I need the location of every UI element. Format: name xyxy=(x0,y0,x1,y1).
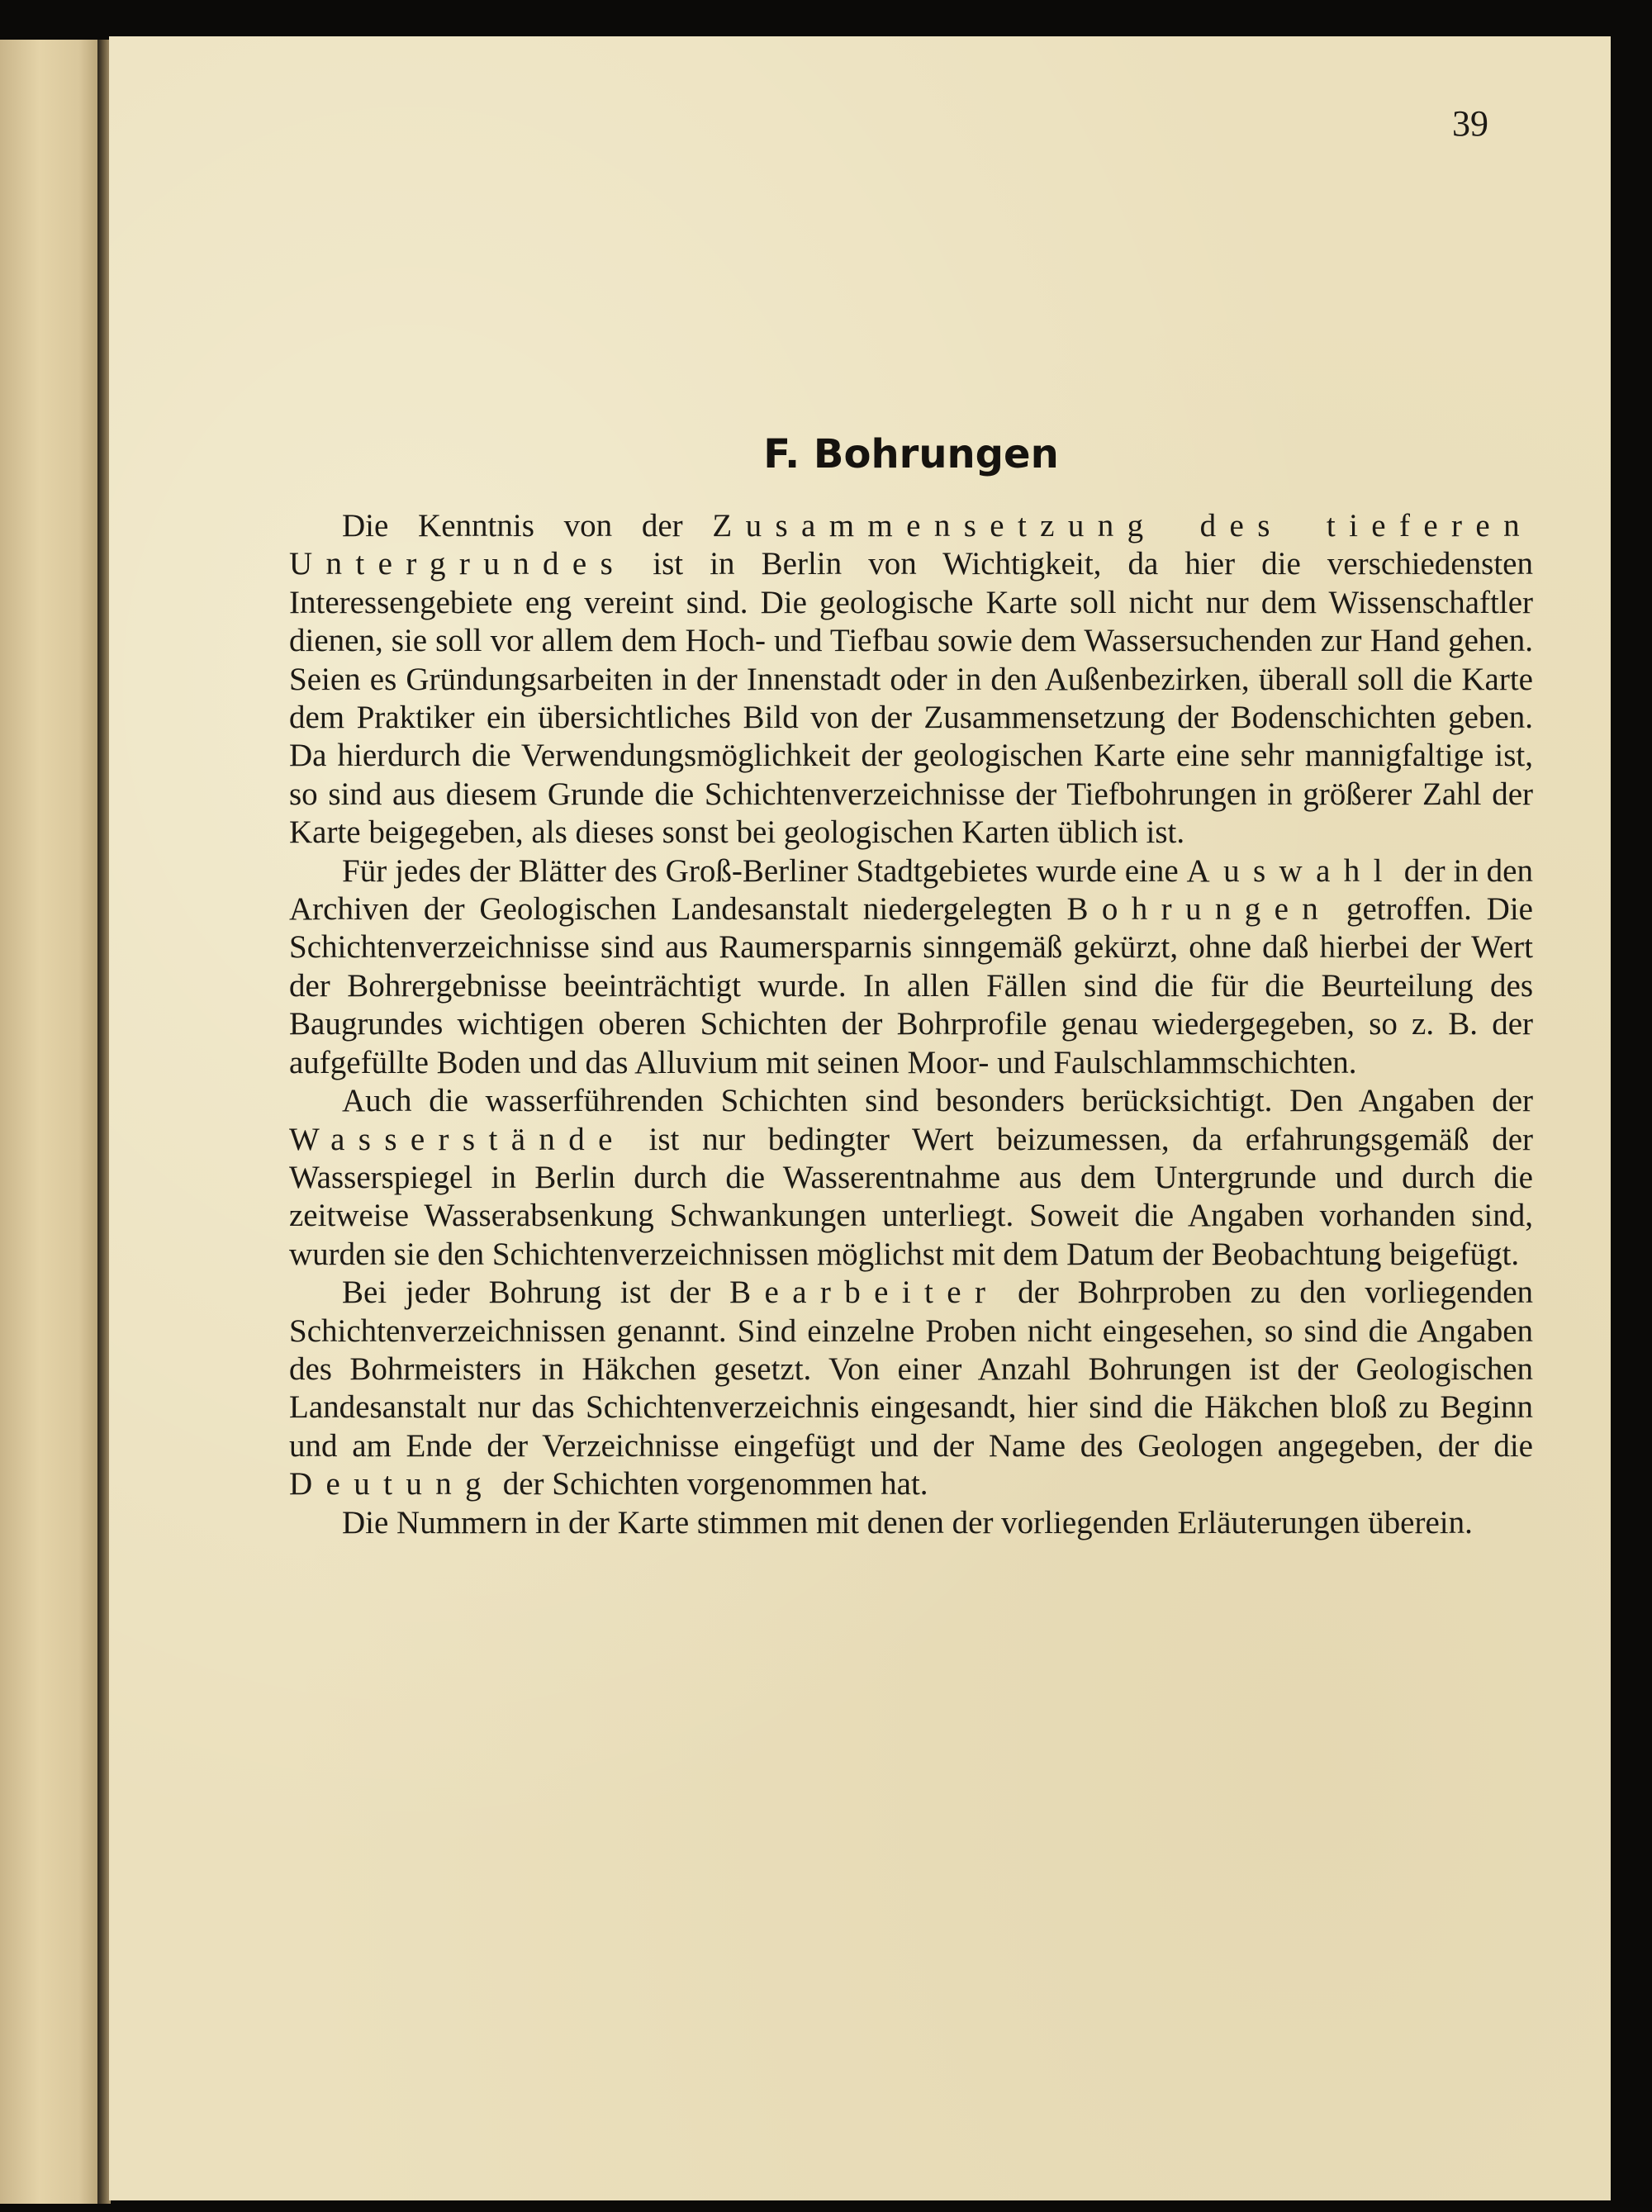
paragraph: Bei jeder Bohrung ist der Bearbeiter der Bohrproben zu den vorliegenden Schichtenverzeichnissen genannt. Sind einzelne Proben nicht eingesehen, so sind die Angaben des Bohrmeisters in Häkchen gesetzt. Von einer Anzahl Bohrungen ist der Geologischen Landesanstalt nur das Schichtenverzeichnis eingesandt, hier sind die Häkchen bloß zu Beginn und am Ende der Verzeichnisse eingefügt und der Name des Geologen angegeben, der die Deutung der Schichten vorgenommen hat. xyxy=(289,1275,1533,1502)
emphasized-term: Bearbeiter xyxy=(729,1275,999,1311)
emphasized-term: Deutung xyxy=(289,1466,495,1502)
emphasized-term: Bohrungen xyxy=(1066,891,1332,928)
book-page xyxy=(109,36,1612,2200)
emphasized-term: Zusammensetzung des tieferen Untergrundes xyxy=(289,508,1533,582)
paragraph: Die Kenntnis von der Zusammensetzung des tieferen Untergrundes ist in Berlin von Wichtigkeit, da hier die verschiedensten Interessengebiete eng vereint sind. Die geologische Karte soll nicht nur dem Wissenschaftler dienen, sie soll vor allem dem Hoch- und Tiefbau sowie dem Wassersuchenden zur Hand gehen. Seien es Gründungsarbeiten in der Innenstadt oder in den Außenbezirken, überall soll die Karte dem Praktiker ein übersichtliches Bild von der Zusammensetzung der Bodenschichten geben. Da hierdurch die Verwendungsmöglichkeit der geologischen Karte eine sehr mannigfaltige ist, so sind aus diesem Grunde die Schichtenverzeichnisse der Tiefbohrungen in größerer Zahl der Karte beigegeben, als dieses sonst bei geologischen Karten üblich ist. xyxy=(289,508,1533,851)
emphasized-term: Auswahl xyxy=(1186,852,1396,889)
page-number: 39 xyxy=(1452,103,1488,144)
body-text xyxy=(289,507,1533,1542)
paragraph: Die Nummern in der Karte stimmen mit denen der vorliegenden Erläuterungen überein. xyxy=(342,1504,1473,1540)
previous-page-strip xyxy=(0,40,99,2204)
paragraph: Auch die wasserführenden Schichten sind besonders berücksichtigt. Den Angaben der Wasserstände ist nur bedingter Wert beizumessen, da erfahrungsgemäß der Wasserspiegel in Berlin durch die Wasserentnahme aus dem Untergrunde und durch die zeitweise Wasserabsenkung Schwankungen unterliegt. Soweit die Angaben vorhanden sind, wurden sie den Schichtenverzeichnissen möglichst mit dem Datum der Beobachtung beigefügt. xyxy=(289,1083,1533,1272)
section-heading: F. Bohrungen xyxy=(763,431,1059,477)
emphasized-term: Wasserstände xyxy=(289,1121,626,1157)
scan-border xyxy=(1611,36,1652,2212)
paragraph: Für jedes der Blätter des Groß-Berliner Stadtgebietes wurde eine Auswahl der in den Archiven der Geologischen Landesanstalt niedergelegten Bohrungen getroffen. Die Schichtenverzeichnisse sind aus Raumersparnis sinngemäß gekürzt, ohne daß hierbei der Wert der Bohrergebnisse beeinträchtigt wurde. In allen Fällen sind die für die Beurteilung des Baugrundes wichtigen oberen Schichten der Bohrprofile genau wiedergegeben, so z. B. der aufgefüllte Boden und das Alluvium mit seinen Moor- und Faulschlammschichten. xyxy=(289,852,1533,1080)
